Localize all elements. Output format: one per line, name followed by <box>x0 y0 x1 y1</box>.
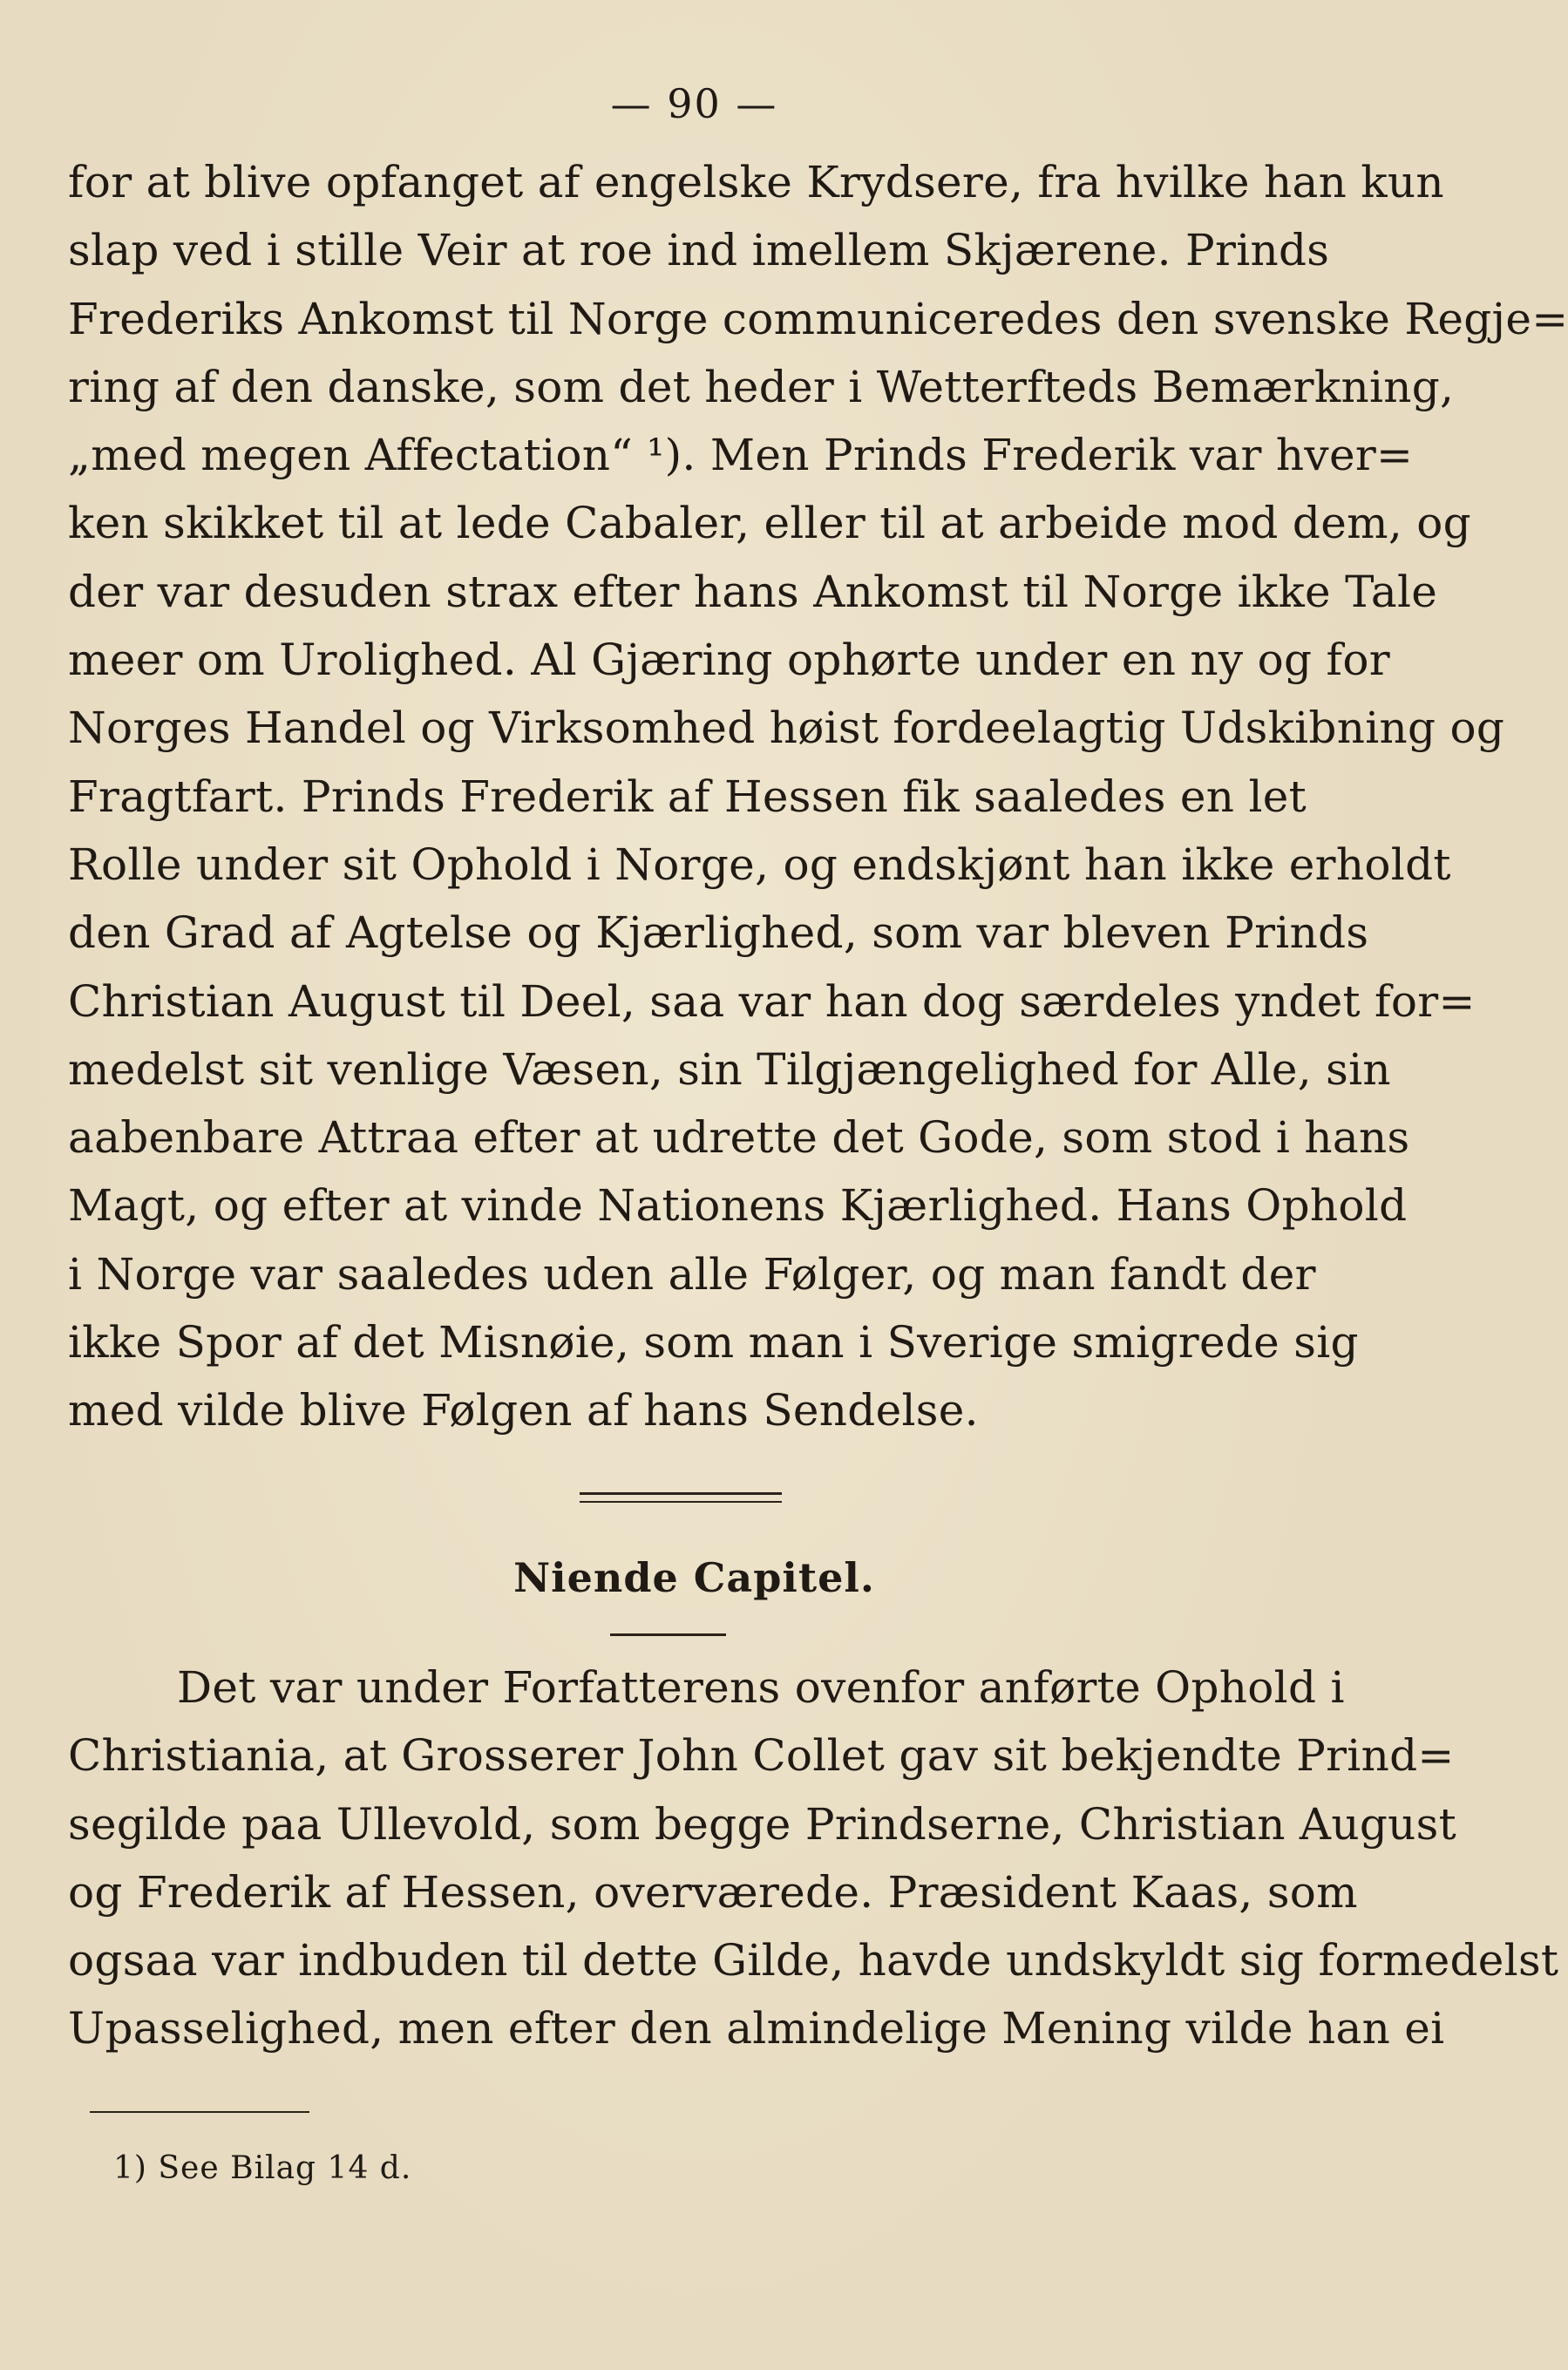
text-line: slap ved i stille Veir at roe ind imellem Skjærene. Prinds <box>68 225 1330 276</box>
text-line: ikke Spor af det Misnøie, som man i Sverige smigrede sig <box>68 1317 1359 1368</box>
chapter-title: Niende Capitel. <box>513 1554 875 1601</box>
text-line: Fragtfart. Prinds Frederik af Hessen fik saaledes en let <box>68 771 1307 822</box>
paragraph-2 <box>68 1654 1559 2063</box>
section-separator <box>580 1492 782 1495</box>
footnote-rule <box>90 2111 309 2113</box>
text-line: ogsaa var indbuden til dette Gilde, havde undskyldt sig formedelst <box>68 1935 1559 1986</box>
page-number: — 90 — <box>610 80 778 127</box>
text-line: Upasselighed, men efter den almindelige Mening vilde han ei <box>68 2003 1445 2054</box>
text-line: ring af den danske, som det heder i Wetterfteds Bemærkning, <box>68 361 1455 412</box>
paragraph-1 <box>68 148 1568 1445</box>
text-line: og Frederik af Hessen, overværede. Præsident Kaas, som <box>68 1866 1358 1918</box>
text-line: aabenbare Attraa efter at udrette det Gode, som stod i hans <box>68 1112 1410 1164</box>
text-line: der var desuden strax efter hans Ankomst til Norge ikke Tale <box>68 566 1438 617</box>
text-line: Norges Handel og Virksomhed høist fordeelagtig Udskibning og <box>68 703 1505 754</box>
text-line: ken skikket til at lede Cabaler, eller til at arbeide mod dem, og <box>68 498 1471 549</box>
text-line: med vilde blive Følgen af hans Sendelse. <box>68 1385 979 1436</box>
text-line: den Grad af Agtelse og Kjærlighed, som var bleven Prinds <box>68 907 1369 959</box>
section-separator <box>580 1501 782 1503</box>
text-line: Rolle under sit Ophold i Norge, og endskjønt han ikke erholdt <box>68 839 1451 890</box>
text-line: meer om Urolighed. Al Gjæring ophørte under en ny og for <box>68 635 1390 686</box>
text-line: Christian August til Deel, saa var han dog særdeles yndet for= <box>68 975 1476 1027</box>
chapter-rule <box>610 1633 726 1636</box>
text-line: Magt, og efter at vinde Nationens Kjærlighed. Hans Ophold <box>68 1180 1408 1232</box>
footnote: 1) See Bilag 14 d. <box>113 2150 412 2186</box>
text-line: i Norge var saaledes uden alle Følger, og man fandt der <box>68 1248 1316 1300</box>
text-line: segilde paa Ullevold, som begge Prindserne, Christian August <box>68 1798 1456 1850</box>
text-line: Christiania, at Grosserer John Collet gav sit bekjendte Prind= <box>68 1730 1455 1782</box>
text-line: „med megen Affectation“ ¹). Men Prinds Frederik var hver= <box>68 430 1414 481</box>
text-line: medelst sit venlige Væsen, sin Tilgjængelighed for Alle, sin <box>68 1043 1391 1095</box>
text-line: for at blive opfanget af engelske Krydsere, fra hvilke han kun <box>68 157 1444 207</box>
text-line: Frederiks Ankomst til Norge communiceredes den svenske Regje= <box>68 293 1568 344</box>
text-line: Det var under Forfatterens ovenfor anførte Ophold i <box>177 1662 1345 1713</box>
